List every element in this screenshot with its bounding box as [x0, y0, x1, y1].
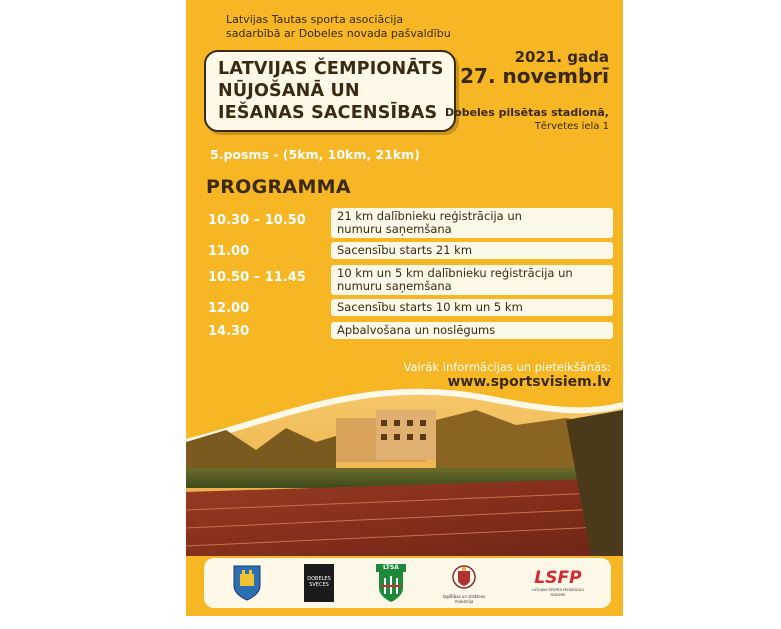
program-description: Sacensību starts 10 km un 5 km	[331, 299, 613, 316]
ministry-logo: Izglītības un zinātnes ministrija	[442, 564, 486, 604]
program-description: Sacensību starts 21 km	[331, 242, 613, 259]
program-time: 10.30 – 10.50	[208, 213, 306, 228]
stage-info: 5.posms - (5km, 10km, 21km)	[210, 147, 420, 162]
sponsor-logos	[204, 558, 611, 608]
stadium-photo	[186, 380, 623, 556]
lsfp-logo: LSFP LATVIJAS SPORTA FEDERĀCIJU PADOME	[531, 568, 585, 597]
program-description: 21 km dalībnieku reģistrācija un numuru saņemšana	[331, 208, 613, 238]
event-venue: Dobeles pilsētas stadionā,	[445, 106, 609, 119]
organizer-text: Latvijas Tautas sporta asociācija sadarbībā ar Dobeles novada pašvaldību	[226, 13, 451, 40]
event-year: 2021. gada	[514, 48, 609, 66]
program-time: 11.00	[208, 244, 250, 259]
event-date: 27. novembrī	[460, 64, 609, 88]
event-poster	[186, 0, 623, 616]
title-box	[204, 50, 456, 132]
dobele-coat-of-arms-icon	[232, 564, 262, 602]
program-title: PROGRAMMA	[206, 176, 351, 198]
program-description: Apbalvošana un noslēgums	[331, 322, 613, 339]
website-link[interactable]: www.sportsvisiem.lv	[447, 374, 611, 390]
event-title: LATVIJAS ČEMPIONĀTS NŪJOŠANĀ UN IEŠANAS SACENSĪBAS	[218, 59, 444, 123]
event-address: Tērvetes iela 1	[534, 121, 609, 132]
dobeles-sveces-logo: DOBELES SVECES	[304, 564, 334, 602]
program-time: 12.00	[208, 301, 250, 316]
info-text: Vairāk informācijas un pieteikšānās:	[403, 360, 611, 374]
program-description: 10 km un 5 km dalībnieku reģistrācija un numuru saņemšana	[331, 265, 613, 295]
program-time: 14.30	[208, 324, 250, 339]
ltsa-emblem-icon	[376, 572, 406, 602]
program-time: 10.50 – 11.45	[208, 270, 306, 285]
ltsa-logo: LTSA	[376, 564, 406, 602]
coat-of-arms-icon	[442, 564, 486, 590]
